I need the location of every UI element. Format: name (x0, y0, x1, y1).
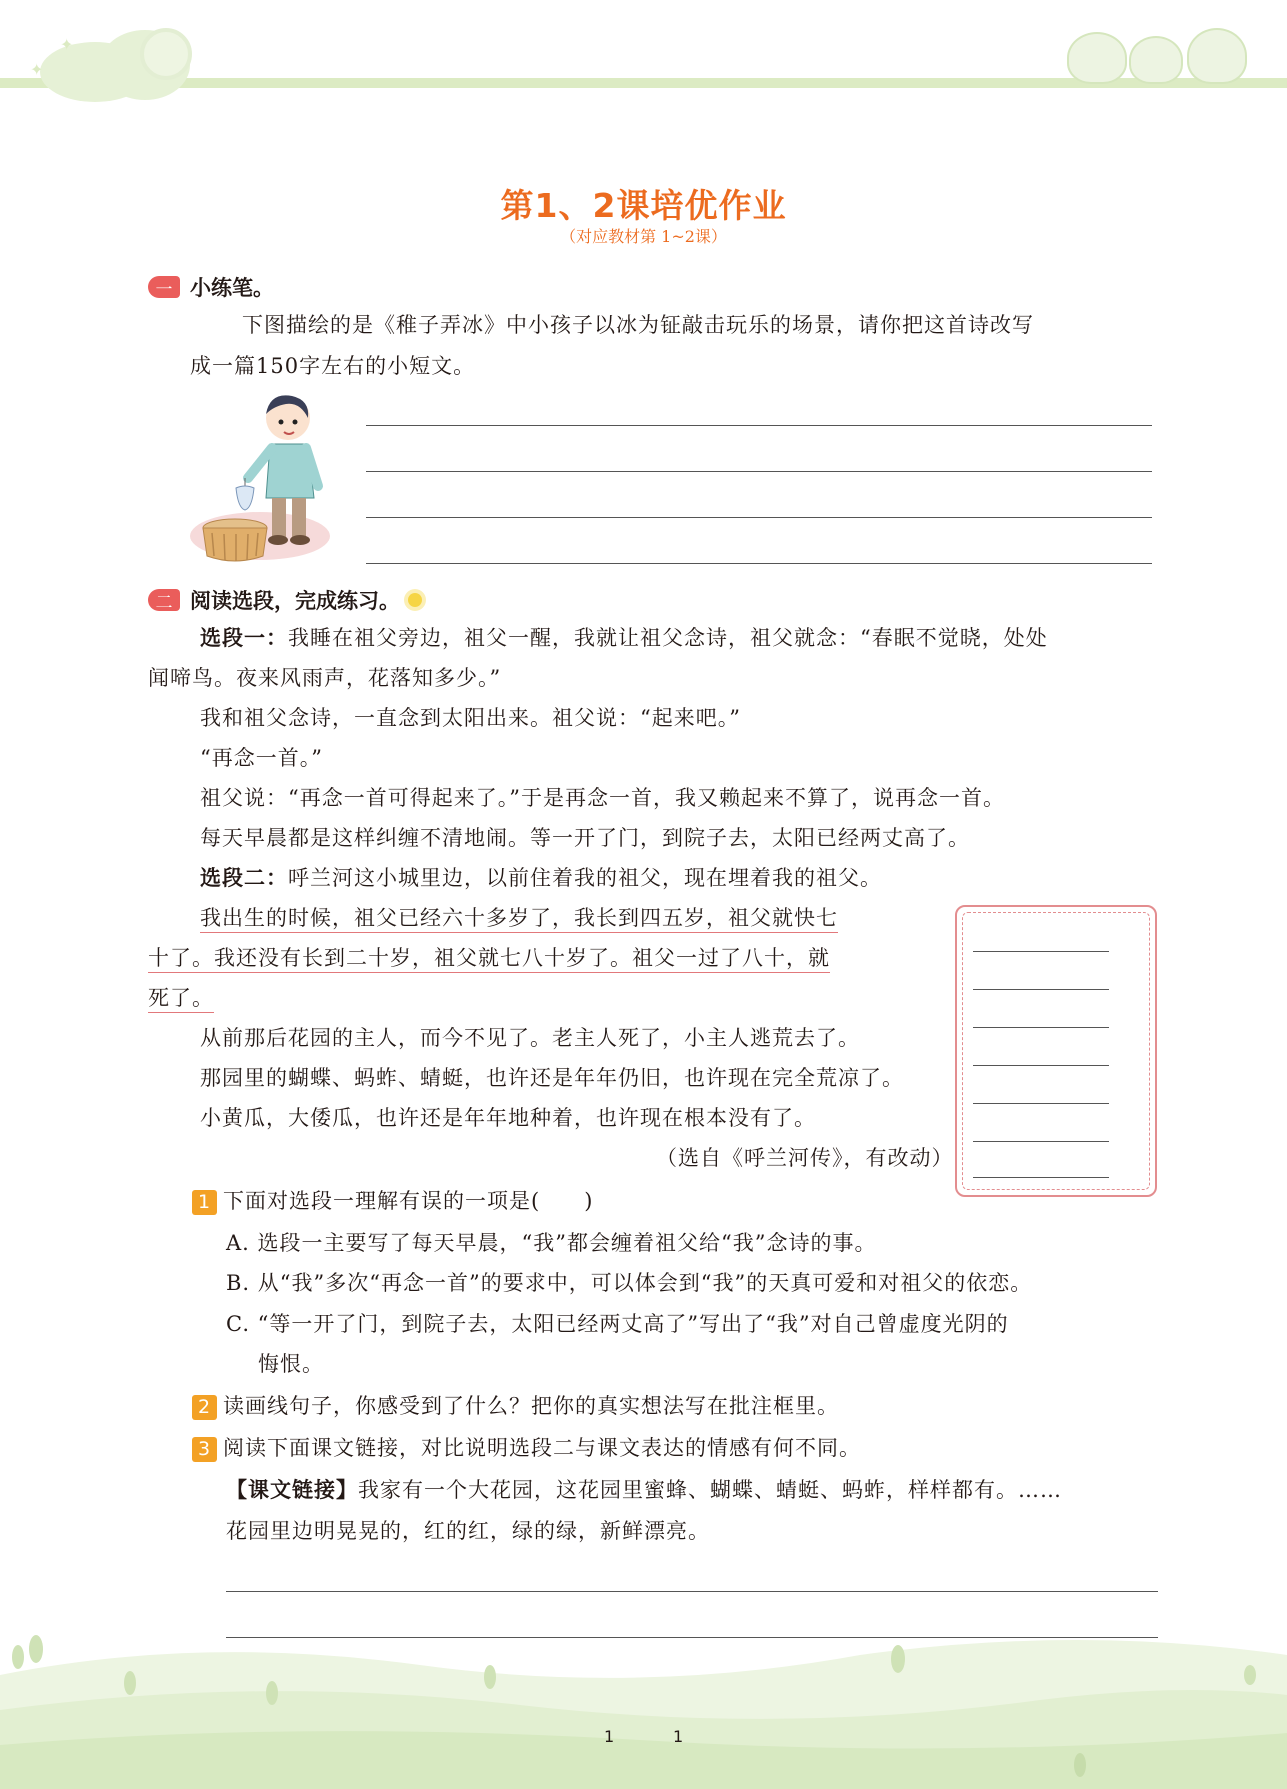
section2-heading: 阅读选段，完成练习。 (190, 589, 400, 613)
excerpt1-p2: 我和祖父念诗，一直念到太阳出来。祖父说：“起来吧。” (200, 706, 741, 730)
option-b[interactable]: B. 从“我”多次“再念一首”的要求中，可以体会到“我”的天真可爱和对祖父的依恋。 (226, 1271, 1033, 1295)
excerpt1-line1 (200, 625, 1048, 651)
section2-badge: 二 (148, 589, 180, 611)
pig-icon (1187, 28, 1247, 84)
question-number: 3 (192, 1437, 217, 1462)
option-c-continued: 悔恨。 (258, 1352, 324, 1376)
excerpt-source: （选自《呼兰河传》，有改动） (656, 1146, 954, 1170)
text-link-line1 (226, 1477, 1062, 1503)
text-link-line2: 花园里边明晃晃的，红的红，绿的绿，新鲜漂亮。 (226, 1519, 710, 1543)
star-icon: ✦ (60, 35, 74, 54)
underlined-line3 (148, 985, 214, 1011)
writing-line[interactable] (366, 563, 1152, 564)
sun-icon (140, 28, 192, 80)
annotation-line[interactable] (973, 989, 1109, 990)
excerpt2-label: 选段二： (200, 866, 288, 890)
excerpt1-p4: 祖父说：“再念一首可得起来了。”于是再念一首，我又赖起来不算了，说再念一首。 (200, 786, 1005, 810)
underlined-text: 十了。我还没有长到二十岁，祖父就七八十岁了。祖父一过了八十，就 (148, 946, 830, 973)
option-c[interactable]: C. “等一开了门，到院子去，太阳已经两丈高了”写出了“我”对自己曾虚度光阴的 (226, 1312, 1009, 1336)
section1-heading: 小练笔。 (190, 276, 274, 300)
section1-prompt-line1: 下图描绘的是《稚子弄冰》中小孩子以冰为钲敲击玩乐的场景，请你把这首诗改写 (242, 313, 1034, 337)
annotation-line[interactable] (973, 1027, 1109, 1028)
excerpt2-line1 (200, 865, 882, 891)
excerpt1-p5: 每天早晨都是这样纠缠不清地闹。等一开了门，到院子去，太阳已经两丈高了。 (200, 826, 970, 850)
annotation-line[interactable] (973, 951, 1109, 952)
section1-prompt-line2: 成一篇150字左右的小短文。 (190, 354, 476, 378)
annotation-line[interactable] (973, 1177, 1109, 1178)
cat-icon (1067, 32, 1127, 84)
annotation-line[interactable] (973, 1103, 1109, 1104)
writing-line[interactable] (366, 425, 1152, 426)
underlined-line2 (148, 945, 830, 971)
section2-header (148, 585, 422, 615)
annotation-box[interactable] (955, 905, 1157, 1197)
excerpt1-line2: 闻啼鸟。夜来风雨声，花落知多少。” (148, 666, 502, 690)
writing-line[interactable] (366, 517, 1152, 518)
page-number-left: 1 (604, 1727, 615, 1746)
underlined-text: 我出生的时候，祖父已经六十多岁了，我长到四五岁，祖父就快七 (200, 906, 838, 933)
monkey-icon (1129, 36, 1183, 84)
hills-decoration (0, 1615, 1287, 1789)
animal-decoration (1047, 22, 1247, 84)
section1-badge: 一 (148, 276, 180, 298)
question-number: 1 (192, 1190, 217, 1215)
page-title: 第1、2课培优作业 (500, 186, 787, 225)
underlined-text: 死了。 (148, 986, 214, 1013)
question-text: 下面对选段一理解有误的一项是( ) (223, 1189, 594, 1213)
text-link-label: 【课文链接】 (226, 1478, 358, 1502)
page-number-right: 1 (673, 1727, 684, 1746)
lightbulb-icon (408, 593, 422, 607)
writing-line[interactable] (366, 471, 1152, 472)
excerpt2-p9: 小黄瓜，大倭瓜，也许还是年年地种着，也许现在根本没有了。 (200, 1106, 816, 1130)
text-link-text: 我家有一个大花园，这花园里蜜蜂、蝴蝶、蜻蜓、蚂蚱，样样都有。…… (358, 1478, 1062, 1502)
option-a[interactable]: A. 选段一主要写了每天早晨，“我”都会缠着祖父给“我”念诗的事。 (226, 1231, 877, 1255)
section1-header (148, 272, 274, 302)
excerpt1-p3: “再念一首。” (200, 746, 323, 770)
excerpt2-p8: 那园里的蝴蝶、蚂蚱、蜻蜓，也许还是年年仍旧，也许现在完全荒凉了。 (200, 1066, 904, 1090)
page-subtitle: （对应教材第 1~2课） (560, 227, 727, 246)
star-icon: ✦ (30, 60, 44, 79)
answer-line[interactable] (226, 1591, 1158, 1592)
question-number: 2 (192, 1395, 217, 1420)
excerpt2-text: 呼兰河这小城里边，以前住着我的祖父，现在埋着我的祖父。 (288, 866, 882, 890)
annotation-line[interactable] (973, 1065, 1109, 1066)
question-text: 阅读下面课文链接，对比说明选段二与课文表达的情感有何不同。 (223, 1436, 861, 1460)
question-2 (192, 1393, 839, 1420)
excerpt1-text: 我睡在祖父旁边，祖父一醒，我就让祖父念诗，祖父就念：“春眠不觉晓，处处 (288, 626, 1048, 650)
underlined-line1 (200, 905, 838, 931)
boy-with-ice-illustration (190, 388, 340, 568)
annotation-line[interactable] (973, 1141, 1109, 1142)
question-1 (192, 1188, 593, 1215)
excerpt2-p7: 从前那后花园的主人，而今不见了。老主人死了，小主人逃荒去了。 (200, 1026, 860, 1050)
excerpt1-label: 选段一： (200, 626, 288, 650)
annotation-box-border (962, 912, 1150, 1190)
question-text: 读画线句子，你感受到了什么？把你的真实想法写在批注框里。 (223, 1394, 839, 1418)
question-3 (192, 1435, 861, 1462)
